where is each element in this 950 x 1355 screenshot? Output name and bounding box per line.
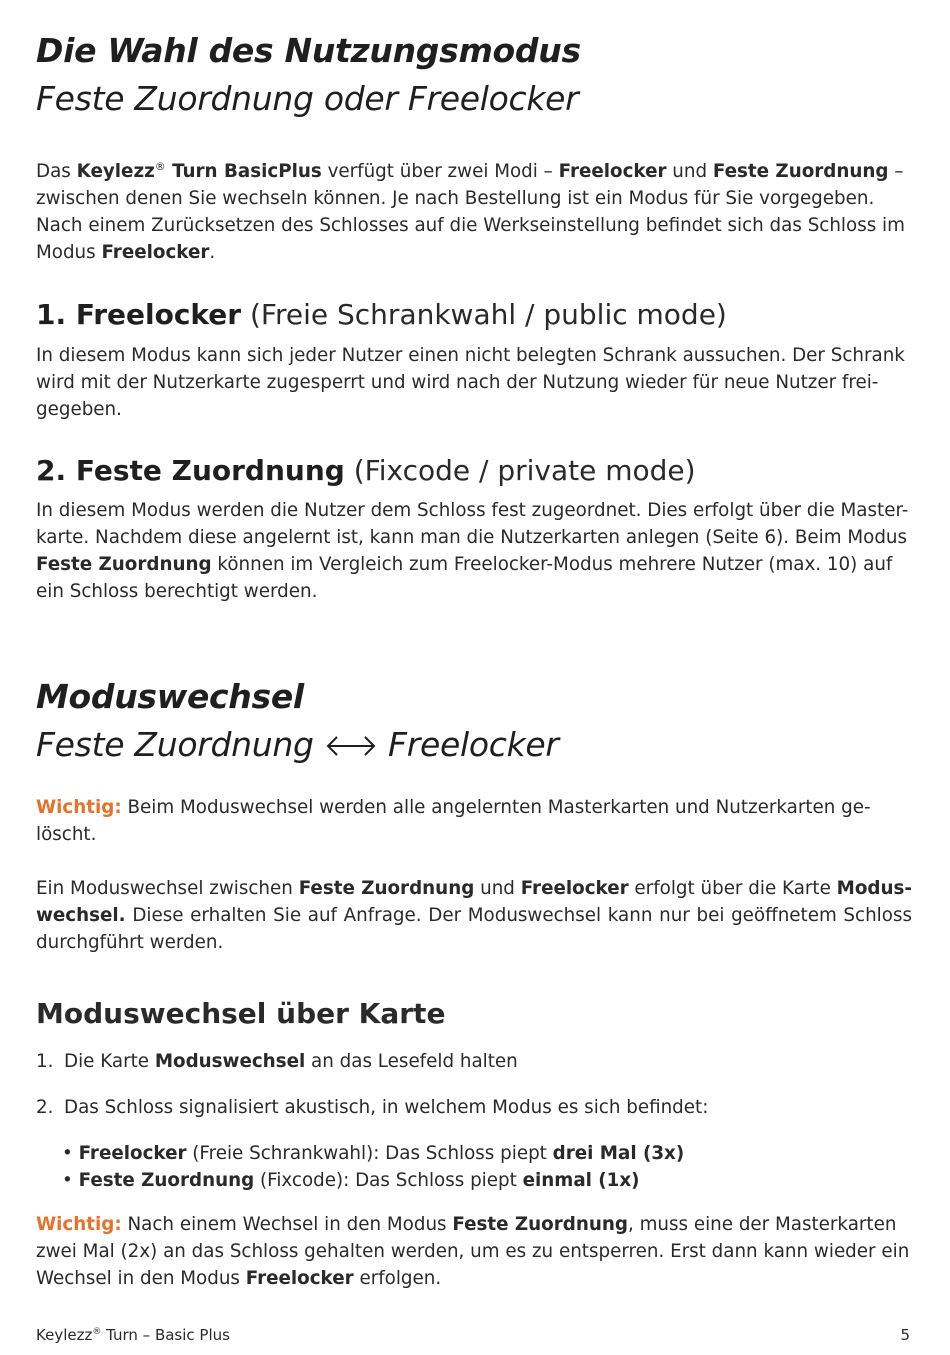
footer-brand-name: Keylezz	[36, 1326, 93, 1344]
warning-paragraph	[36, 1211, 912, 1292]
page-number: 5	[900, 1326, 910, 1344]
section-subtitle	[36, 724, 912, 766]
step-number: 1.	[36, 1051, 54, 1072]
step-number: 2.	[36, 1097, 54, 1118]
mode-freelocker: Freelocker	[101, 242, 210, 263]
section-title: Moduswechsel	[36, 677, 304, 716]
bullet-list	[62, 1140, 912, 1194]
bullet-item	[62, 1167, 912, 1194]
intro-text: verfügt über zwei Modi –	[321, 161, 559, 182]
double-arrow-icon	[324, 734, 378, 758]
mode-freelocker: Freelocker	[245, 1268, 354, 1289]
para-text: und	[474, 878, 521, 899]
mode-feste-zuordnung: Feste Zuordnung	[452, 1214, 628, 1235]
mode1-heading	[36, 297, 912, 333]
warning-label: Wichtig:	[36, 1214, 122, 1235]
mode-freelocker: Freelocker	[520, 878, 629, 899]
mode-feste-zuordnung: Feste Zuordnung	[36, 554, 212, 575]
card-moduswechsel: Modus-wechsel.	[36, 878, 912, 926]
step-list	[36, 1094, 912, 1121]
bullet-text: (Fixcode): Das Schloss piept	[254, 1170, 523, 1191]
mode2-heading	[36, 453, 912, 489]
para-text: erfolgt über die Karte	[628, 878, 837, 899]
step-item	[36, 1094, 912, 1121]
mode-feste-zuordnung: Feste Zuordnung	[298, 878, 475, 899]
beep-count: einmal (1x)	[522, 1170, 640, 1191]
subtitle-right: Freelocker	[388, 725, 559, 764]
step-item	[36, 1048, 912, 1075]
intro-text: und	[666, 161, 713, 182]
intro-text: Das	[36, 161, 77, 182]
mode-feste-zuordnung: Feste Zuordnung	[712, 161, 889, 182]
subtitle-left: Feste Zuordnung	[36, 725, 314, 764]
section-title: Die Wahl des Nutzungsmodus	[36, 31, 581, 70]
mode2-heading-bold: 2. Feste Zuordnung	[36, 454, 345, 487]
mode1-heading-bold: 1. Freelocker	[36, 298, 242, 331]
mode2-heading-rest: (Fixcode / private mode)	[344, 454, 696, 487]
beep-count: drei Mal (3x)	[552, 1143, 685, 1164]
warning-text: , muss eine der Masterkarten zwei Mal (2x) an das Schloss gehalten werden, um es zu entsperren. Erst dann kann wieder ein Wechsel in den Modus	[36, 1214, 910, 1289]
bullet-item	[62, 1140, 912, 1167]
mode-feste-zuordnung: Feste Zuordnung	[78, 1170, 255, 1191]
mode2-text: In diesem Modus werden die Nutzer dem Schloss fest zugeordnet. Dies erfolgt über die Master-karte. Nachdem diese angelernt ist, kann man die Nutzerkarten anlegen (Seite 6). Beim Modus	[36, 500, 909, 548]
mode2-body	[36, 497, 912, 605]
registered-mark: ®	[154, 159, 166, 173]
para-text: Diese erhalten Sie auf Anfrage. Der Moduswechsel kann nur bei geöffnetem Schloss durchgführt werden.	[36, 905, 912, 953]
registered-mark: ®	[92, 1327, 102, 1337]
mode1-heading-rest: (Freie Schrankwahl / public mode)	[241, 298, 727, 331]
mode-freelocker: Freelocker	[558, 161, 667, 182]
section-subtitle: Feste Zuordnung oder Freelocker	[36, 79, 579, 118]
step-text: Das Schloss signalisiert akustisch, in welchem Modus es sich befindet:	[64, 1097, 709, 1118]
modechange-paragraph	[36, 875, 912, 956]
step-list	[36, 1048, 912, 1075]
step-text: Die Karte	[64, 1051, 155, 1072]
intro-text: – zwischen denen Sie wechseln können. Je nach Bestellung ist ein Modus für Sie vorgegeben. Nach einem Zurücksetzen des Schlosses auf die Werkseinstellung befindet sich das Schloss im Modus	[36, 161, 905, 263]
intro-text: .	[209, 242, 216, 263]
footer-brand	[36, 1326, 230, 1344]
bullet-icon: •	[62, 1143, 73, 1164]
mode1-body: In diesem Modus kann sich jeder Nutzer einen nicht belegten Schrank aussuchen. Der Schrank wird mit der Nutzerkarte zugesperrt und wird nach der Nutzung wieder für neue Nutzer frei-gegeben.	[36, 345, 905, 420]
para-text: Ein Moduswechsel zwischen	[36, 878, 299, 899]
subsection-title: Moduswechsel über Karte	[36, 997, 446, 1030]
warning-paragraph	[36, 794, 912, 848]
mode-freelocker: Freelocker	[78, 1143, 187, 1164]
warning-text: Beim Moduswechsel werden alle angelernten Masterkarten und Nutzerkarten ge-löscht.	[36, 797, 871, 845]
warning-text: Nach einem Wechsel in den Modus	[121, 1214, 453, 1235]
brand-product: Turn BasicPlus	[165, 161, 322, 182]
bullet-text: (Freie Schrankwahl): Das Schloss piept	[186, 1143, 553, 1164]
mode2-text: können im Vergleich zum Freelocker-Modus mehrere Nutzer (max. 10) auf ein Schloss berechtigt werden.	[36, 554, 893, 602]
bullet-icon: •	[62, 1170, 73, 1191]
card-moduswechsel: Moduswechsel	[154, 1051, 306, 1072]
step-text: an das Lesefeld halten	[305, 1051, 518, 1072]
footer-brand-rest: Turn – Basic Plus	[101, 1326, 230, 1344]
warning-text: erfolgen.	[353, 1268, 442, 1289]
intro-paragraph	[36, 158, 912, 266]
warning-label: Wichtig:	[36, 797, 122, 818]
brand-name: Keylezz	[76, 161, 155, 182]
